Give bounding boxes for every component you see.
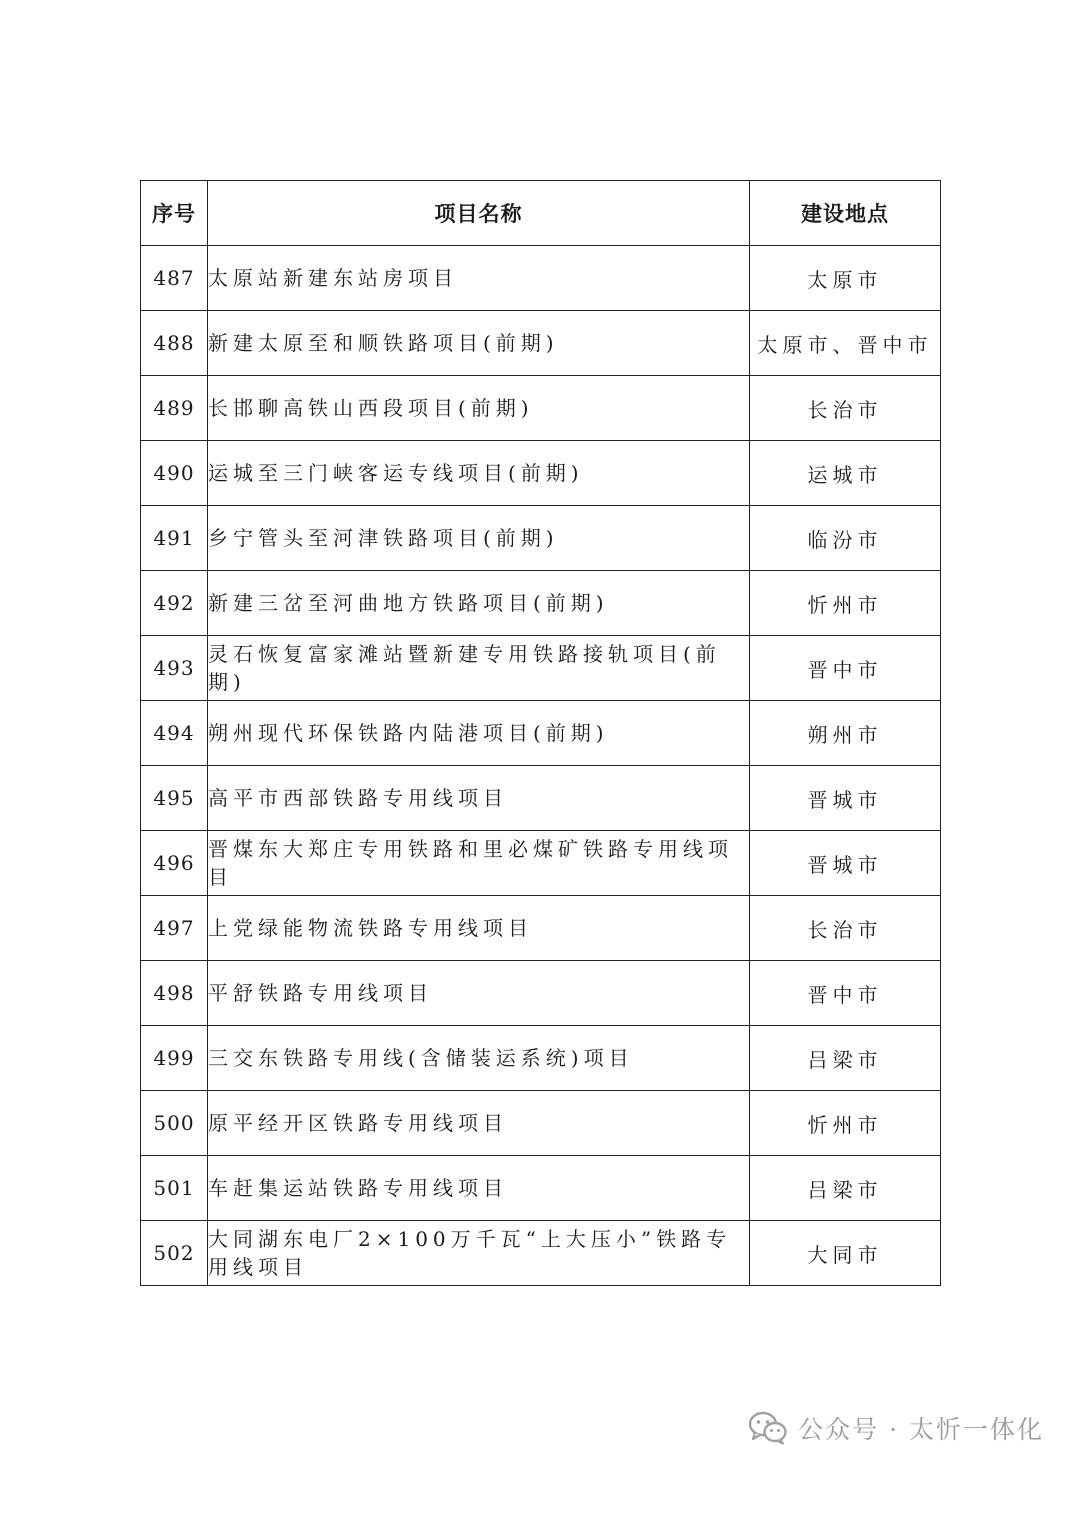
watermark-text: 公众号 · 太忻一体化 <box>798 1415 1044 1444</box>
cell-location: 临汾市 <box>750 506 941 571</box>
cell-project-name: 乡宁管头至河津铁路项目(前期) <box>208 506 750 571</box>
project-table <box>140 180 941 1286</box>
cell-location: 运城市 <box>750 441 941 506</box>
table-row <box>141 1156 941 1221</box>
cell-location: 吕梁市 <box>750 1156 941 1221</box>
table-row <box>141 701 941 766</box>
table-row <box>141 441 941 506</box>
watermark <box>748 1410 1044 1446</box>
header-no: 序号 <box>141 181 208 246</box>
cell-project-name: 三交东铁路专用线(含储装运系统)项目 <box>208 1026 750 1091</box>
cell-location: 晋中市 <box>750 961 941 1026</box>
cell-no: 494 <box>141 701 208 766</box>
cell-location: 晋城市 <box>750 766 941 831</box>
wechat-icon <box>748 1411 788 1445</box>
cell-no: 492 <box>141 571 208 636</box>
table-row <box>141 831 941 896</box>
cell-project-name: 上党绿能物流铁路专用线项目 <box>208 896 750 961</box>
cell-project-name: 车赶集运站铁路专用线项目 <box>208 1156 750 1221</box>
table-row <box>141 1221 941 1286</box>
cell-no: 495 <box>141 766 208 831</box>
cell-location: 长治市 <box>750 376 941 441</box>
cell-no: 500 <box>141 1091 208 1156</box>
cell-no: 488 <box>141 311 208 376</box>
cell-no: 490 <box>141 441 208 506</box>
table-row <box>141 1026 941 1091</box>
cell-project-name: 新建太原至和顺铁路项目(前期) <box>208 311 750 376</box>
table-row <box>141 506 941 571</box>
cell-location: 晋中市 <box>750 636 941 701</box>
table-row <box>141 961 941 1026</box>
cell-location: 太原市 <box>750 246 941 311</box>
cell-project-name: 大同湖东电厂2×100万千瓦“上大压小”铁路专用线项目 <box>208 1221 750 1286</box>
cell-project-name: 太原站新建东站房项目 <box>208 246 750 311</box>
table-row <box>141 571 941 636</box>
header-location: 建设地点 <box>750 181 941 246</box>
cell-project-name: 灵石恢复富家滩站暨新建专用铁路接轨项目(前期) <box>208 636 750 701</box>
cell-no: 502 <box>141 1221 208 1286</box>
cell-no: 496 <box>141 831 208 896</box>
cell-project-name: 晋煤东大郑庄专用铁路和里必煤矿铁路专用线项目 <box>208 831 750 896</box>
cell-no: 497 <box>141 896 208 961</box>
cell-no: 491 <box>141 506 208 571</box>
cell-project-name: 高平市西部铁路专用线项目 <box>208 766 750 831</box>
cell-no: 487 <box>141 246 208 311</box>
table-row <box>141 636 941 701</box>
cell-no: 501 <box>141 1156 208 1221</box>
cell-location: 吕梁市 <box>750 1026 941 1091</box>
table-header-row <box>141 181 941 246</box>
cell-no: 489 <box>141 376 208 441</box>
cell-no: 493 <box>141 636 208 701</box>
table-body <box>141 246 941 1286</box>
cell-project-name: 朔州现代环保铁路内陆港项目(前期) <box>208 701 750 766</box>
cell-no: 499 <box>141 1026 208 1091</box>
table-row <box>141 246 941 311</box>
table-row <box>141 896 941 961</box>
cell-project-name: 新建三岔至河曲地方铁路项目(前期) <box>208 571 750 636</box>
header-name: 项目名称 <box>208 181 750 246</box>
cell-location: 长治市 <box>750 896 941 961</box>
table-row <box>141 1091 941 1156</box>
cell-location: 太原市、晋中市 <box>750 311 941 376</box>
cell-location: 晋城市 <box>750 831 941 896</box>
table-row <box>141 766 941 831</box>
table-row <box>141 376 941 441</box>
cell-project-name: 原平经开区铁路专用线项目 <box>208 1091 750 1156</box>
cell-no: 498 <box>141 961 208 1026</box>
cell-project-name: 长邯聊高铁山西段项目(前期) <box>208 376 750 441</box>
cell-project-name: 平舒铁路专用线项目 <box>208 961 750 1026</box>
cell-location: 忻州市 <box>750 571 941 636</box>
cell-location: 忻州市 <box>750 1091 941 1156</box>
cell-location: 大同市 <box>750 1221 941 1286</box>
cell-project-name: 运城至三门峡客运专线项目(前期) <box>208 441 750 506</box>
cell-location: 朔州市 <box>750 701 941 766</box>
table-row <box>141 311 941 376</box>
